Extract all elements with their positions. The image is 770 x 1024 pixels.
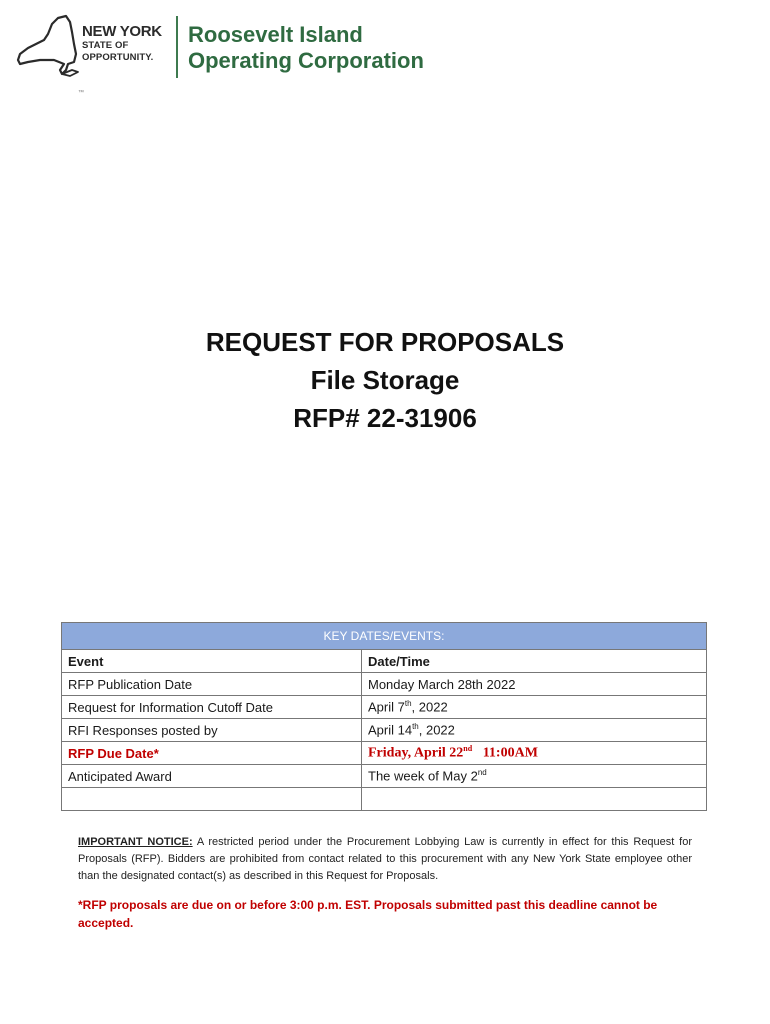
state-logo-line1: NEW YORK — [82, 23, 162, 40]
key-dates-table — [61, 622, 707, 811]
empty-cell — [62, 788, 362, 811]
date-cell — [362, 719, 707, 742]
title-line3: RFP# 22-31906 — [293, 403, 477, 433]
header-logo — [14, 14, 474, 84]
title-line1: REQUEST FOR PROPOSALS — [205, 327, 565, 357]
trademark-mark: ™ — [78, 90, 84, 96]
table-row — [62, 673, 707, 696]
date-text: April 14 — [368, 722, 413, 738]
date-year: , 2022 — [411, 699, 448, 715]
important-notice — [78, 834, 692, 885]
date-suffix: nd — [477, 768, 487, 778]
notice-label: IMPORTANT NOTICE: — [78, 836, 193, 848]
date-cell-due-date — [362, 742, 707, 765]
notice-text: A restricted period under the Procurement Lobbying Law is currently in effect for this Request for Proposals (RFP). Bidders are prohibited from contact related to this procurement with any New York State employee other than the designated contact(s) as described in this Request for Proposals. — [78, 836, 692, 882]
empty-cell — [362, 788, 707, 811]
table-row — [62, 719, 707, 742]
date-cell — [362, 696, 707, 719]
column-header-event: Event — [62, 650, 362, 673]
date-text: Friday, April 22 — [368, 745, 464, 761]
table-row-empty — [62, 788, 707, 811]
table-row — [62, 696, 707, 719]
due-time: 11:00AM — [472, 745, 538, 761]
org-name-line1: Roosevelt Island — [188, 22, 363, 47]
table-row — [62, 765, 707, 788]
logo-divider — [176, 16, 178, 78]
title-line2: File Storage — [310, 365, 460, 395]
event-cell-due-date: RFP Due Date* — [62, 742, 362, 765]
organization-name — [188, 22, 424, 74]
date-text: April 7 — [368, 699, 405, 715]
event-cell: Request for Information Cutoff Date — [62, 696, 362, 719]
date-suffix: nd — [463, 744, 473, 754]
event-cell: RFP Publication Date — [62, 673, 362, 696]
date-year: , 2022 — [418, 722, 455, 738]
date-text: The week of May 2 — [368, 768, 478, 784]
event-cell: RFI Responses posted by — [62, 719, 362, 742]
event-cell: Anticipated Award — [62, 765, 362, 788]
document-title — [0, 323, 770, 437]
state-logo-line2: STATE OF — [82, 40, 129, 51]
table-row — [62, 742, 707, 765]
key-dates-heading: KEY DATES/EVENTS: — [62, 623, 707, 650]
deadline-note: *RFP proposals are due on or before 3:00 p.m. EST. Proposals submitted past this deadline cannot be accepted. — [78, 898, 658, 930]
state-of-opportunity-wordmark — [82, 24, 162, 62]
date-suffix: th — [404, 699, 412, 709]
state-logo-line3: OPPORTUNITY. — [82, 51, 154, 63]
new-york-state-map-icon — [14, 14, 80, 80]
date-suffix: th — [412, 722, 419, 732]
org-name-line2: Operating Corporation — [188, 48, 424, 73]
column-header-date: Date/Time — [362, 650, 707, 673]
date-cell — [362, 765, 707, 788]
date-cell: Monday March 28th 2022 — [362, 673, 707, 696]
